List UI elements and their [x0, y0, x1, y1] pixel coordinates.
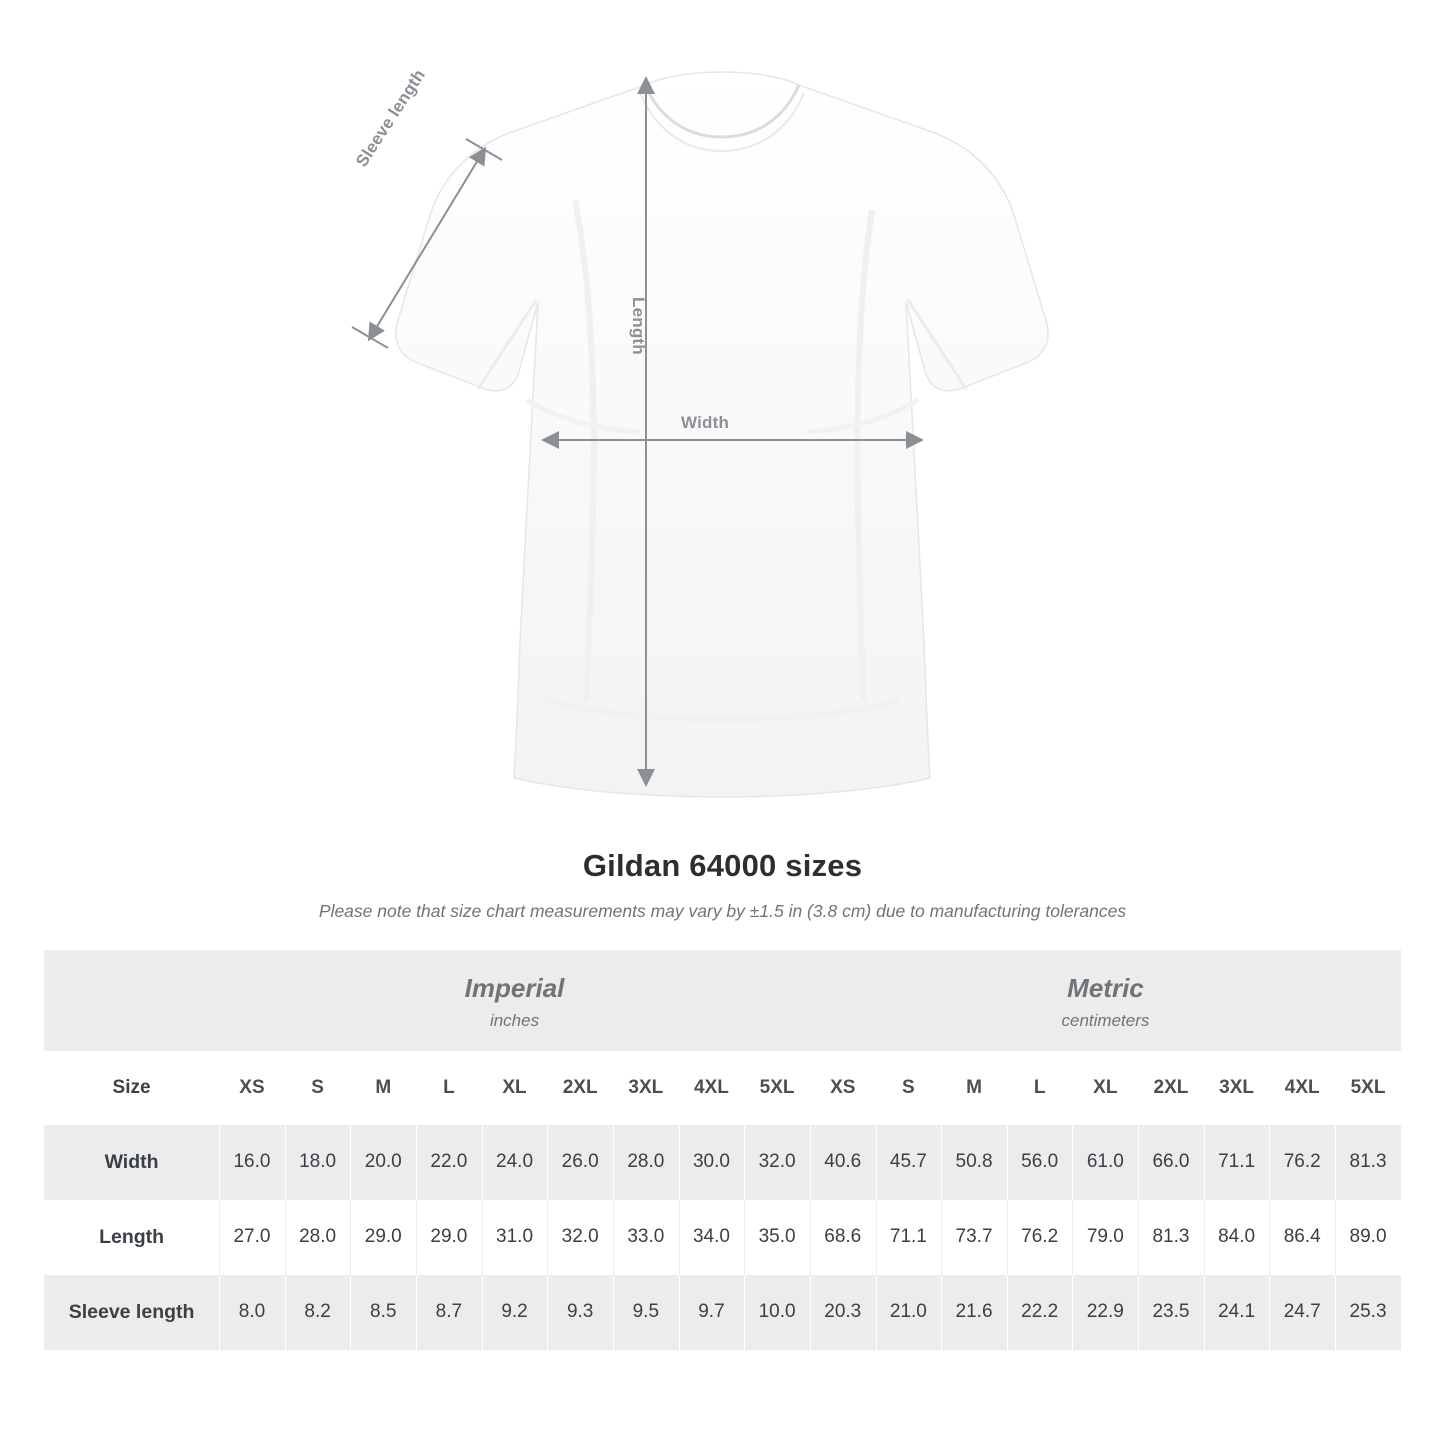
table-cell: 86.4 [1269, 1200, 1335, 1275]
table-cell: 22.2 [1007, 1275, 1073, 1350]
size-header-cell: 2XL [1138, 1051, 1204, 1125]
table-cell: 66.0 [1138, 1125, 1204, 1200]
table-cell: 24.7 [1269, 1275, 1335, 1350]
unit-header-row [44, 950, 1401, 1051]
size-header-cell: S [876, 1051, 942, 1125]
table-cell: 21.0 [876, 1275, 942, 1350]
table-cell: 29.0 [416, 1200, 482, 1275]
table-cell: 26.0 [547, 1125, 613, 1200]
table-cell: 34.0 [679, 1200, 745, 1275]
table-cell: 50.8 [941, 1125, 1007, 1200]
table-cell: 9.3 [547, 1275, 613, 1350]
table-cell: 22.0 [416, 1125, 482, 1200]
table-cell: 73.7 [941, 1200, 1007, 1275]
table-cell: 24.0 [482, 1125, 548, 1200]
table-cell: 8.7 [416, 1275, 482, 1350]
table-cell: 89.0 [1335, 1200, 1401, 1275]
size-header-cell: 5XL [1335, 1051, 1401, 1125]
row-label-width: Width [44, 1125, 219, 1200]
table-header-row [44, 1051, 1401, 1125]
table-cell: 84.0 [1204, 1200, 1270, 1275]
width-label: Width [681, 413, 730, 432]
unit-metric [810, 950, 1401, 1051]
table-cell: 81.3 [1138, 1200, 1204, 1275]
table-row [44, 1275, 1401, 1350]
size-header-cell: XS [810, 1051, 876, 1125]
table-cell: 24.1 [1204, 1275, 1270, 1350]
table-cell: 71.1 [876, 1200, 942, 1275]
sleeve-length-label: Sleeve length [352, 65, 430, 171]
table-cell: 30.0 [679, 1125, 745, 1200]
table-cell: 22.9 [1072, 1275, 1138, 1350]
size-header-cell: XL [1072, 1051, 1138, 1125]
size-header-cell: 3XL [613, 1051, 679, 1125]
size-header-cell: 4XL [679, 1051, 745, 1125]
table-cell: 35.0 [744, 1200, 810, 1275]
table-cell: 81.3 [1335, 1125, 1401, 1200]
table-row [44, 1125, 1401, 1200]
table-cell: 40.6 [810, 1125, 876, 1200]
table-cell: 79.0 [1072, 1200, 1138, 1275]
table-cell: 8.2 [285, 1275, 351, 1350]
table-cell: 56.0 [1007, 1125, 1073, 1200]
length-label: Length [629, 297, 648, 355]
table-cell: 23.5 [1138, 1275, 1204, 1350]
unit-header-spacer [44, 950, 219, 1051]
unit-metric-title: Metric [1067, 973, 1144, 1003]
table-cell: 28.0 [613, 1125, 679, 1200]
column-header-size: Size [44, 1051, 219, 1125]
table-cell: 28.0 [285, 1200, 351, 1275]
unit-imperial-title: Imperial [464, 973, 565, 1003]
size-header-cell: XL [482, 1051, 548, 1125]
unit-imperial [219, 950, 810, 1051]
table-cell: 68.6 [810, 1200, 876, 1275]
size-table [44, 950, 1401, 1350]
table-cell: 8.5 [350, 1275, 416, 1350]
table-cell: 27.0 [219, 1200, 285, 1275]
tolerance-note: Please note that size chart measurements may vary by ±1.5 in (3.8 cm) due to manufacturing tolerances [318, 901, 1127, 921]
size-header-cell: 5XL [744, 1051, 810, 1125]
table-cell: 31.0 [482, 1200, 548, 1275]
table-cell: 18.0 [285, 1125, 351, 1200]
table-cell: 20.0 [350, 1125, 416, 1200]
size-header-cell: L [416, 1051, 482, 1125]
table-row [44, 1200, 1401, 1275]
size-header-cell: L [1007, 1051, 1073, 1125]
table-cell: 20.3 [810, 1275, 876, 1350]
table-cell: 32.0 [547, 1200, 613, 1275]
table-cell: 25.3 [1335, 1275, 1401, 1350]
table-cell: 76.2 [1269, 1125, 1335, 1200]
table-cell: 16.0 [219, 1125, 285, 1200]
table-cell: 8.0 [219, 1275, 285, 1350]
unit-metric-sub: centimeters [1061, 1010, 1150, 1030]
size-header-cell: S [285, 1051, 351, 1125]
table-cell: 61.0 [1072, 1125, 1138, 1200]
size-header-cell: 4XL [1269, 1051, 1335, 1125]
size-header-cell: M [941, 1051, 1007, 1125]
size-header-cell: M [350, 1051, 416, 1125]
row-label-length: Length [44, 1200, 219, 1275]
size-header-cell: XS [219, 1051, 285, 1125]
table-cell: 9.5 [613, 1275, 679, 1350]
table-cell: 32.0 [744, 1125, 810, 1200]
size-header-cell: 3XL [1204, 1051, 1270, 1125]
page-title: Gildan 64000 sizes [582, 848, 863, 883]
size-table-wrapper [44, 950, 1401, 1350]
table-cell: 45.7 [876, 1125, 942, 1200]
table-cell: 9.7 [679, 1275, 745, 1350]
table-cell: 10.0 [744, 1275, 810, 1350]
row-label-sleeve-length: Sleeve length [44, 1275, 219, 1350]
table-cell: 33.0 [613, 1200, 679, 1275]
table-cell: 29.0 [350, 1200, 416, 1275]
table-cell: 71.1 [1204, 1125, 1270, 1200]
table-cell: 76.2 [1007, 1200, 1073, 1275]
unit-imperial-sub: inches [489, 1010, 540, 1030]
table-cell: 9.2 [482, 1275, 548, 1350]
table-cell: 21.6 [941, 1275, 1007, 1350]
size-header-cell: 2XL [547, 1051, 613, 1125]
